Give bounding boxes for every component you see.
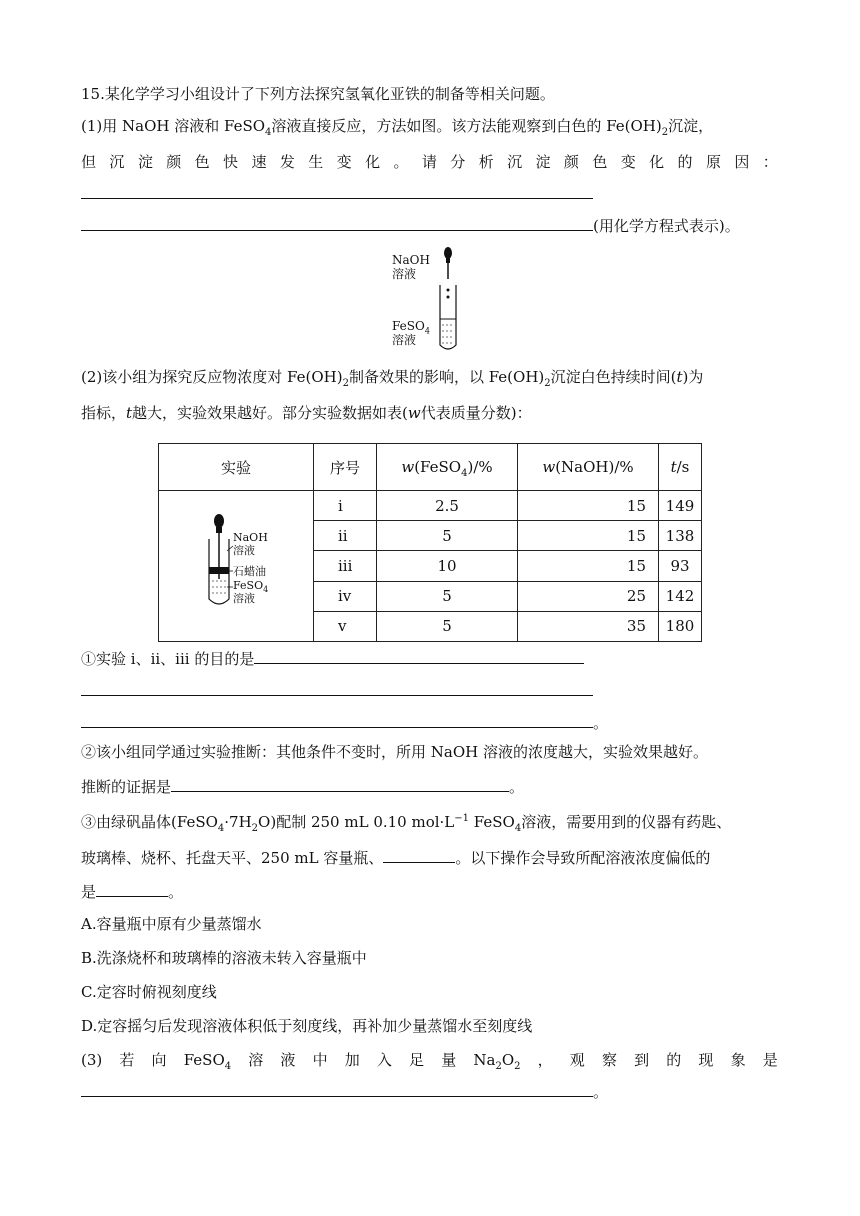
part3-line1 — [81, 1050, 778, 1070]
part1-justified-char: 化 — [649, 153, 665, 171]
subq3-line1: ③由绿矾晶体$(FeSO_4\cdot 7H_2O)$配制 250 mL 0.10 $mol\cdot L^{-1}$ FeSO$_4$溶液，需要用到的仪器有药匙、 — [81, 813, 732, 834]
part1-justified-char: 变 — [620, 153, 636, 171]
part1-justified-char: 沉 — [109, 153, 125, 171]
part3-justified-token: 若 — [119, 1051, 135, 1069]
subq1-line1: ①实验 i、ii、iii 的目的是 — [81, 649, 584, 669]
subq1-blank-2[interactable] — [81, 681, 593, 701]
fig1-label-solution-2: 溶液 — [392, 333, 417, 347]
part1-justified-char: 速 — [251, 153, 267, 171]
part1-sub-b: 2 — [661, 127, 669, 138]
part1-justified-char: 生 — [308, 153, 324, 171]
part3-justified-token: FeSO$_4$ — [183, 1051, 232, 1072]
part1-justified-char: 颜 — [166, 153, 182, 171]
row-feso4: 2.5 — [377, 491, 518, 521]
part3-justified-token: 液 — [280, 1051, 296, 1069]
fig1-label-feso4: FeSO$_4$ — [392, 319, 430, 336]
header-w-naoh: w(NaOH)/% — [518, 444, 659, 491]
row-t: 180 — [659, 611, 702, 641]
part3-justified-token: (3) — [81, 1051, 103, 1069]
experiment-table — [158, 443, 702, 642]
part1-justified-char: 淀 — [535, 153, 551, 171]
header-w-feso4: w(FeSO$_4$)/% — [377, 444, 518, 491]
fig1-label-naoh: NaOH — [392, 253, 430, 267]
option-d[interactable]: D.定容摇匀后发现溶液体积低于刻度线，再补加少量蒸馏水至刻度线 — [81, 1017, 533, 1035]
subq3-line2: 玻璃棒、烧杯、托盘天平、250 mL 容量瓶、 。以下操作会导致所配溶液浓度偏低的 — [81, 849, 711, 867]
row-t: 138 — [659, 521, 702, 551]
row-id: ii — [314, 521, 377, 551]
question-intro: 15.某化学学习小组设计了下列方法探究氢氧化亚铁的制备等相关问题。 — [81, 85, 555, 103]
part1-line2 — [81, 152, 778, 172]
part3-justified-token: 到 — [634, 1051, 650, 1069]
part1-justified-char: 沉 — [507, 153, 523, 171]
row-feso4: 5 — [377, 581, 518, 611]
part2-line2: 指标，t越大，实验效果越好。部分实验数据如表(w代表质量分数)： — [81, 404, 532, 422]
header-experiment: 实验 — [159, 444, 314, 491]
row-feso4: 5 — [377, 521, 518, 551]
part3-justified-token: 入 — [376, 1051, 392, 1069]
subq2-line1: ②该小组同学通过实验推断：其他条件不变时，所用 NaOH 溶液的浓度越大，实验效果越好。 — [81, 743, 708, 761]
part1-line1 — [81, 116, 713, 136]
part1-justified-char: 但 — [81, 153, 97, 171]
answer-blank-1[interactable] — [81, 184, 593, 204]
part3-justified-token: 加 — [344, 1051, 360, 1069]
row-naoh: 15 — [518, 491, 659, 521]
part3-blank[interactable] — [81, 1082, 593, 1097]
part3-justified-token: 的 — [666, 1051, 682, 1069]
row-id: i — [314, 491, 377, 521]
part1-justified-char: 色 — [194, 153, 210, 171]
answer-blank-2[interactable] — [81, 216, 593, 231]
fig2-label-naoh: NaOH — [233, 531, 268, 544]
header-t: t/s — [659, 444, 702, 491]
part3-justified-token: 察 — [601, 1051, 617, 1069]
row-t: 142 — [659, 581, 702, 611]
subq1-line3: 。 — [81, 713, 608, 733]
part3-justified-token: 现 — [698, 1051, 714, 1069]
part1-text-a: (1)用 NaOH 溶液和 FeSO — [81, 117, 266, 135]
part1-text-b: 溶液直接反应，方法如图。该方法能观察到白色的 Fe(OH) — [271, 117, 662, 135]
part1-justified-char: 化 — [365, 153, 381, 171]
subq3-blank-2[interactable] — [96, 882, 168, 897]
part1-justified-char: 色 — [592, 153, 608, 171]
option-c[interactable]: C.定容时俯视刻度线 — [81, 983, 217, 1001]
row-feso4: 10 — [377, 551, 518, 581]
part3-justified-token: 溶 — [248, 1051, 264, 1069]
subq3-blank-1[interactable] — [383, 848, 455, 863]
part1-justified-char: 变 — [336, 153, 352, 171]
option-b[interactable]: B.洗涤烧杯和玻璃棒的溶液未转入容量瓶中 — [81, 949, 367, 967]
fig2-label-solution-1: 溶液 — [233, 544, 255, 557]
part3-justified-token: $Na_2O_2$ — [473, 1051, 521, 1072]
part1-justified-char: 。 — [393, 153, 409, 171]
subq2-line2: 推断的证据是 。 — [81, 778, 525, 796]
part1-text-c: 沉淀， — [668, 117, 714, 135]
part1-justified-char: 分 — [450, 153, 466, 171]
part1-justified-char: 的 — [677, 153, 693, 171]
fig1-label-solution-1: 溶液 — [392, 267, 417, 281]
part3-justified-token: 量 — [441, 1051, 457, 1069]
part1-justified-char: 因 — [734, 153, 750, 171]
row-id: iv — [314, 581, 377, 611]
row-t: 149 — [659, 491, 702, 521]
row-t: 93 — [659, 551, 702, 581]
part3-justified-token: 中 — [312, 1051, 328, 1069]
fig2-label-solution-2: 溶液 — [233, 592, 255, 605]
row-id: v — [314, 611, 377, 641]
row-naoh: 25 — [518, 581, 659, 611]
table-header-row — [159, 444, 702, 491]
subq2-blank[interactable] — [171, 777, 509, 792]
part3-justified-token: 象 — [730, 1051, 746, 1069]
row-naoh: 35 — [518, 611, 659, 641]
part3-justified-token: 足 — [409, 1051, 425, 1069]
part3-line2: 。 — [81, 1082, 608, 1102]
part1-justified-char: 原 — [705, 153, 721, 171]
part1-justified-char: 快 — [223, 153, 239, 171]
part1-justified-char: 颜 — [563, 153, 579, 171]
part1-suffix: (用化学方程式表示)。 — [593, 217, 740, 235]
header-index: 序号 — [314, 444, 377, 491]
row-naoh: 15 — [518, 521, 659, 551]
subq1-blank-3[interactable] — [81, 713, 593, 728]
figure-dropper-test-tube — [392, 247, 476, 355]
row-id: iii — [314, 551, 377, 581]
answer-blank-2-line — [81, 216, 740, 236]
part1-justified-char: ： — [762, 153, 778, 171]
part3-justified-token: 观 — [569, 1051, 585, 1069]
part3-justified-token: 向 — [151, 1051, 167, 1069]
fig2-label-paraffin: 石蜡油 — [233, 565, 266, 578]
part1-sub-a: 4 — [265, 127, 272, 138]
row-naoh: 15 — [518, 551, 659, 581]
part1-justified-char: 析 — [478, 153, 494, 171]
part1-justified-char: 请 — [421, 153, 437, 171]
row-feso4: 5 — [377, 611, 518, 641]
experiment-figure-cell — [159, 491, 314, 642]
table-row — [159, 491, 702, 521]
figure-paraffin-setup — [159, 491, 313, 641]
part1-justified-char: 发 — [279, 153, 295, 171]
fig2-label-feso4: FeSO$_4$ — [233, 579, 269, 595]
part1-justified-char: 淀 — [137, 153, 153, 171]
part3-justified-token: 是 — [762, 1051, 778, 1069]
part3-justified-token: ， — [537, 1051, 553, 1069]
subq1-blank-1[interactable] — [254, 649, 584, 664]
subq3-line3: 是 。 — [81, 883, 184, 901]
option-a[interactable]: A.容量瓶中原有少量蒸馏水 — [81, 915, 262, 933]
part2-line1: (2)该小组为探究反应物浓度对 $Fe(OH)_2$制备效果的影响，以 $Fe(OH)_2$沉淀白色持续时间(t)为 — [81, 368, 704, 389]
